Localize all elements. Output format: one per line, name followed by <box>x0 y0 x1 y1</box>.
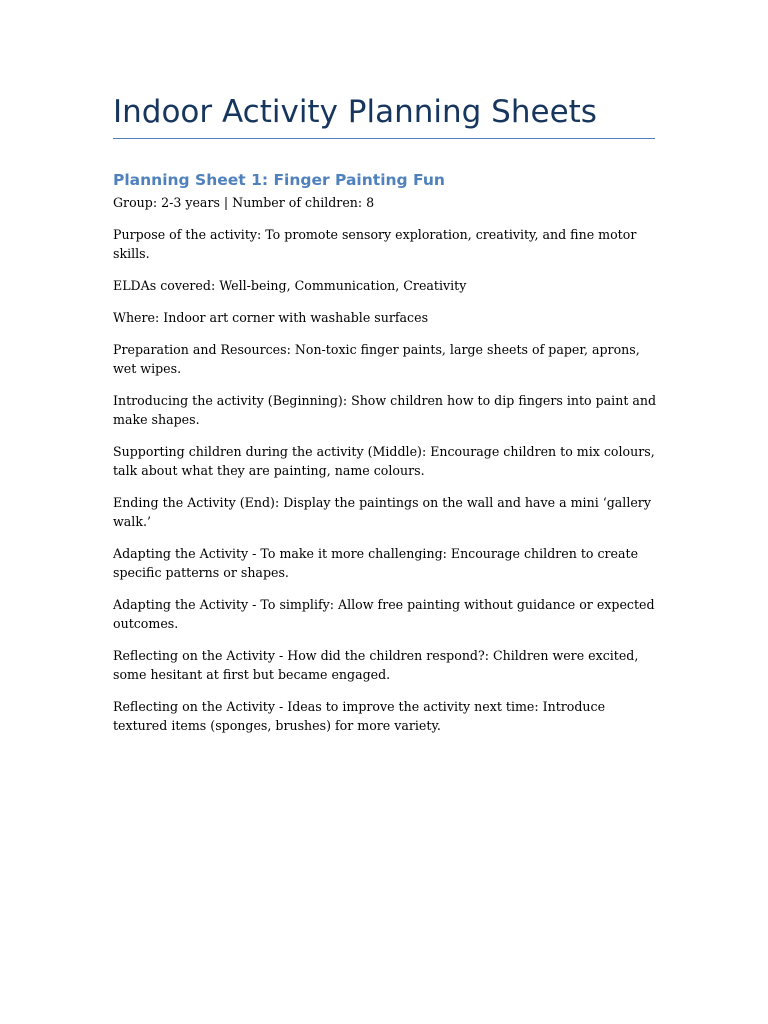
introducing-paragraph: Introducing the activity (Beginning): Show children how to dip fingers into paint and make shapes. <box>113 393 657 427</box>
where-paragraph: Where: Indoor art corner with washable surfaces <box>113 310 429 325</box>
sheet-heading: Planning Sheet 1: Finger Painting Fun <box>113 171 445 189</box>
adapting-challenging-paragraph: Adapting the Activity - To make it more challenging: Encourage children to create specific patterns or shapes. <box>113 546 639 580</box>
document-title: Indoor Activity Planning Sheets <box>113 94 597 130</box>
ending-paragraph: Ending the Activity (End): Display the paintings on the wall and have a mini ‘gallery walk.’ <box>113 495 651 529</box>
purpose-paragraph: Purpose of the activity: To promote sensory exploration, creativity, and fine motor skills. <box>113 227 637 261</box>
planning-sheet-1 <box>113 169 655 735</box>
supporting-paragraph: Supporting children during the activity (Middle): Encourage children to mix colours, talk about what they are painting, name colours. <box>113 444 655 478</box>
title-underline <box>113 138 655 139</box>
eldas-paragraph: ELDAs covered: Well-being, Communication, Creativity <box>113 278 467 293</box>
adapting-simplify-paragraph: Adapting the Activity - To simplify: Allow free painting without guidance or expected outcomes. <box>113 597 655 631</box>
reflecting-response-paragraph: Reflecting on the Activity - How did the children respond?: Children were excited, some hesitant at first but became engaged. <box>113 648 639 682</box>
reflecting-improve-paragraph: Reflecting on the Activity - Ideas to improve the activity next time: Introduce textured items (sponges, brushes) for more variety. <box>113 699 606 733</box>
group-line: Group: 2-3 years | Number of children: 8 <box>113 195 375 210</box>
preparation-paragraph: Preparation and Resources: Non-toxic finger paints, large sheets of paper, aprons, wet wipes. <box>113 342 640 376</box>
